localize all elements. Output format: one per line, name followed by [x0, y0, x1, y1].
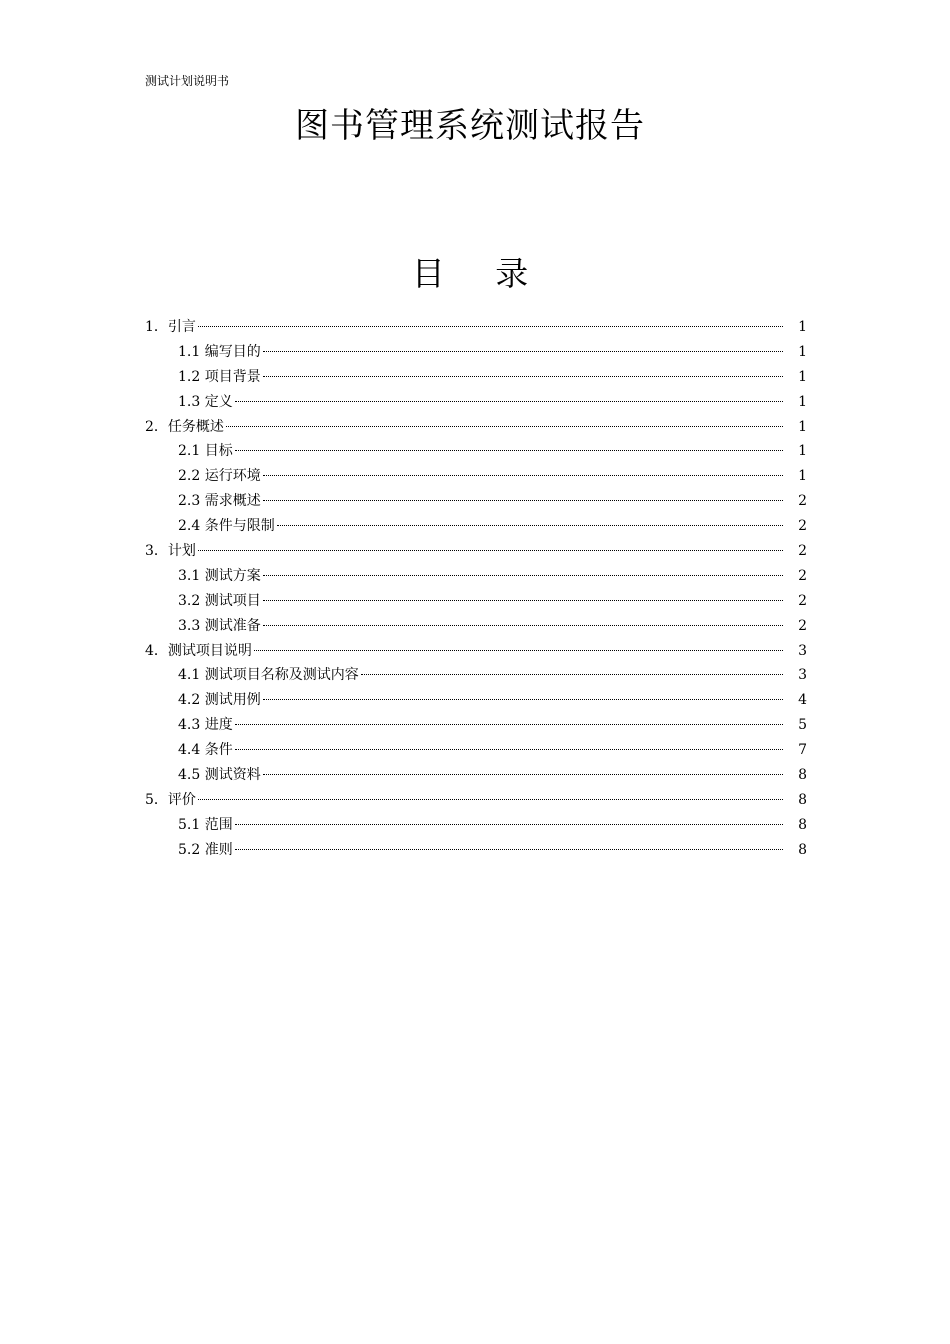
toc-entry[interactable] [145, 439, 807, 464]
toc-heading: 目 录 [411, 254, 549, 293]
toc-entry-label: 4.5 测试资料 [178, 767, 261, 784]
toc-dot-leader [198, 549, 783, 551]
toc-entry-page-number: 2 [798, 567, 807, 584]
toc-entry-label: 4．测试项目说明 [145, 642, 252, 659]
toc-entry-page-number: 2 [798, 617, 807, 634]
toc-entry[interactable] [145, 315, 807, 340]
toc-entry-label: 2．任务概述 [145, 418, 224, 435]
toc-entry-label: 2.2 运行环境 [178, 468, 261, 485]
document-title: 图书管理系统测试报告 [295, 106, 645, 146]
toc-entry[interactable] [145, 415, 807, 440]
toc-entry[interactable] [145, 365, 807, 390]
toc-entry-label: 1.2 项目背景 [178, 368, 261, 385]
toc-dot-leader [263, 574, 783, 576]
toc-entry-page-number: 3 [798, 667, 807, 684]
toc-dot-leader [226, 425, 783, 427]
toc-entry[interactable] [145, 738, 807, 763]
toc-entry[interactable] [145, 639, 807, 664]
toc-entry-label: 1.1 编写目的 [178, 343, 261, 360]
toc-entry[interactable] [145, 489, 807, 514]
toc-entry-label: 2.4 条件与限制 [178, 518, 275, 535]
toc-dot-leader [235, 723, 783, 725]
toc-entry[interactable] [145, 464, 807, 489]
toc-dot-leader [263, 773, 783, 775]
toc-entry-label: 4.1 测试项目名称及测试内容 [178, 667, 359, 684]
toc-entry[interactable] [145, 390, 807, 415]
toc-dot-leader [263, 350, 783, 352]
toc-entry[interactable] [145, 763, 807, 788]
toc-entry-label: 5．评价 [145, 791, 196, 808]
toc-entry[interactable] [145, 838, 807, 863]
running-header: 测试计划说明书 [145, 74, 230, 88]
toc-dot-leader [263, 624, 783, 626]
toc-entry-page-number: 1 [798, 343, 807, 360]
toc-dot-leader [361, 673, 783, 675]
toc-entry-page-number: 4 [798, 692, 807, 709]
toc-entry[interactable] [145, 539, 807, 564]
toc-entry-label: 5.1 范围 [178, 816, 233, 833]
toc-dot-leader [263, 375, 783, 377]
toc-entry[interactable] [145, 663, 807, 688]
toc-entry[interactable] [145, 788, 807, 813]
toc-entry[interactable] [145, 340, 807, 365]
toc-entry-label: 3．计划 [145, 543, 196, 560]
toc-entry-page-number: 1 [798, 319, 807, 335]
toc-entry-page-number: 1 [798, 368, 807, 385]
toc-entry-label: 3.1 测试方案 [178, 567, 261, 584]
toc-dot-leader [263, 599, 783, 601]
toc-entry[interactable] [145, 514, 807, 539]
toc-dot-leader [235, 823, 783, 825]
toc-entry-label: 4.3 进度 [178, 717, 233, 734]
toc-dot-leader [235, 449, 783, 451]
toc-entry-page-number: 1 [798, 443, 807, 460]
toc-entry[interactable] [145, 564, 807, 589]
toc-entry-page-number: 1 [798, 393, 807, 410]
toc-entry[interactable] [145, 713, 807, 738]
toc-entry-page-number: 2 [798, 518, 807, 535]
toc-entry-page-number: 8 [798, 791, 807, 808]
toc-dot-leader [235, 848, 783, 850]
table-of-contents [145, 315, 807, 863]
toc-dot-leader [263, 474, 783, 476]
toc-entry-page-number: 5 [798, 717, 807, 734]
toc-dot-leader [235, 748, 783, 750]
toc-entry[interactable] [145, 688, 807, 713]
toc-dot-leader [254, 649, 783, 651]
toc-entry-label: 4.2 测试用例 [178, 692, 261, 709]
toc-entry-label: 2.3 需求概述 [178, 493, 261, 510]
toc-entry-label: 4.4 条件 [178, 742, 233, 759]
toc-entry-label: 3.3 测试准备 [178, 617, 261, 634]
toc-entry-page-number: 1 [798, 468, 807, 485]
toc-entry[interactable] [145, 813, 807, 838]
toc-entry-page-number: 1 [798, 418, 807, 435]
toc-entry-page-number: 8 [798, 767, 807, 784]
toc-entry-label: 5.2 准则 [178, 841, 233, 858]
toc-entry-label: 1．引言 [145, 319, 196, 335]
toc-entry-label: 1.3 定义 [178, 393, 233, 410]
toc-dot-leader [198, 325, 783, 327]
toc-entry[interactable] [145, 614, 807, 639]
toc-entry-page-number: 2 [798, 592, 807, 609]
toc-entry-page-number: 2 [798, 543, 807, 560]
toc-entry-page-number: 3 [798, 642, 807, 659]
toc-entry-page-number: 8 [798, 841, 807, 858]
toc-dot-leader [263, 499, 783, 501]
toc-dot-leader [235, 400, 783, 402]
toc-entry-label: 2.1 目标 [178, 443, 233, 460]
toc-entry-page-number: 2 [798, 493, 807, 510]
toc-entry-page-number: 7 [798, 742, 807, 759]
toc-entry-label: 3.2 测试项目 [178, 592, 261, 609]
toc-dot-leader [277, 524, 783, 526]
toc-entry[interactable] [145, 589, 807, 614]
toc-dot-leader [263, 698, 783, 700]
toc-dot-leader [198, 798, 783, 800]
toc-entry-page-number: 8 [798, 816, 807, 833]
